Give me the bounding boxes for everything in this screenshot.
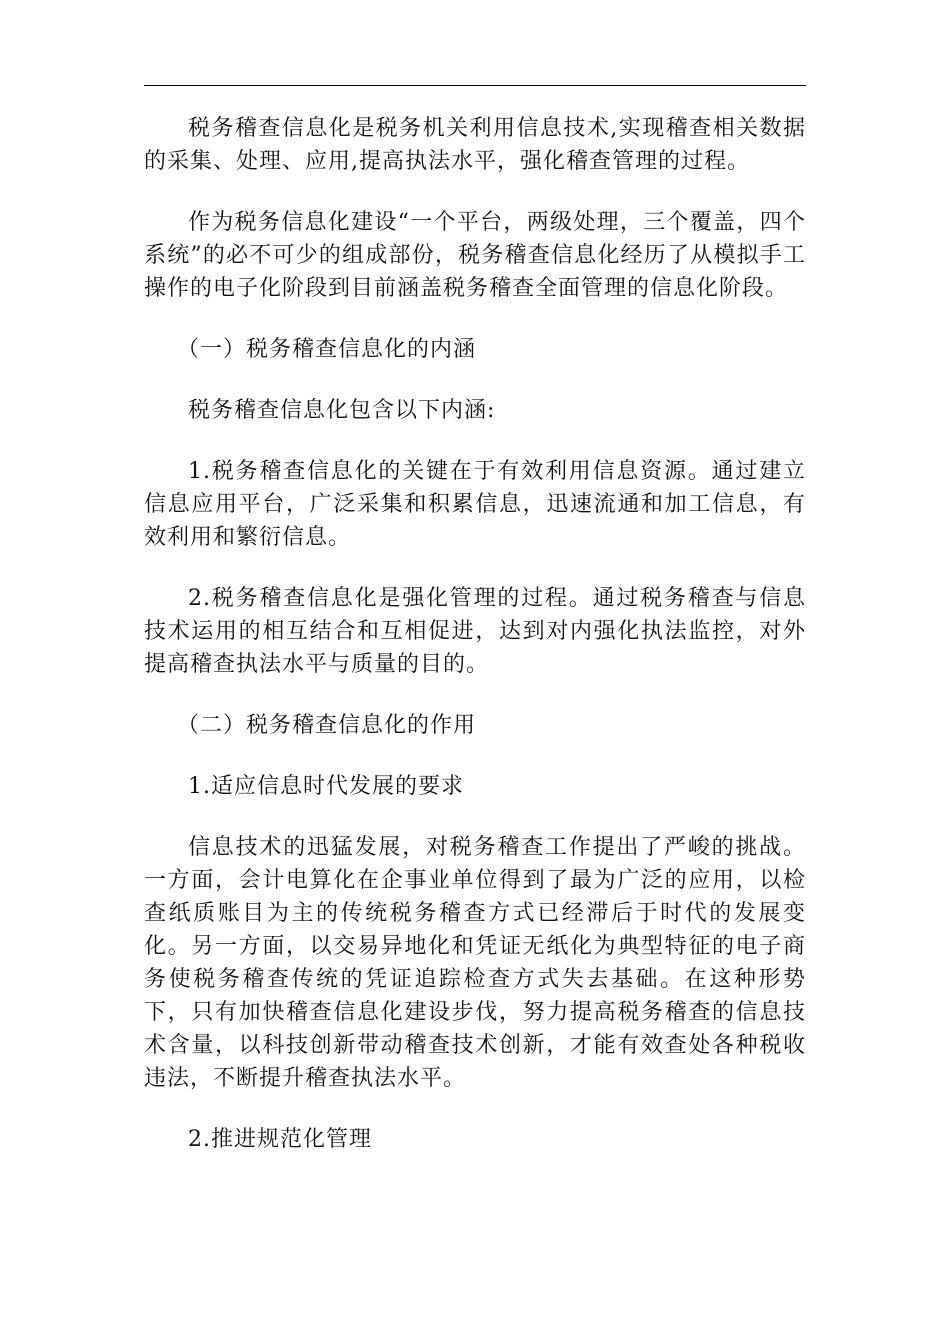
- document-body: [144, 112, 806, 1184]
- paragraph-role-1-body: 信息技术的迅猛发展，对税务稽查工作提出了严峻的挑战。一方面，会计电算化在企事业单位得到了最为广泛的应用，以检查纸质账目为主的传统税务稽查方式已经滞后于时代的发展变化。另一方面，以交易异地化和凭证无纸化为典型特征的电子商务使税务稽查传统的凭证追踪检查方式失去基础。在这种形势下，只有加快稽查信息化建设步伐，努力提高税务稽查的信息技术含量，以科技创新带动稽查技术创新，才能有效查处各种税收违法，不断提升稽查执法水平。: [144, 835, 806, 1091]
- paragraph-connotation-intro: 税务稽查信息化包含以下内涵:: [188, 398, 496, 423]
- paragraph-connotation-1: 1.税务稽查信息化的关键在于有效利用信息资源。通过建立信息应用平台，广泛采集和积累信息，迅速流通和加工信息，有效利用和繁衍信息。: [144, 459, 806, 550]
- section-heading-role: （二）税务稽查信息化的作用: [177, 713, 477, 738]
- subheading-role-1: 1.适应信息时代发展的要求: [188, 774, 464, 799]
- paragraph-connotation-2: 2.税务稽查信息化是强化管理的过程。通过税务稽查与信息技术运用的相互结合和互相促进，达到对内强化执法监控，对外提高稽查执法水平与质量的目的。: [144, 586, 806, 677]
- header-rule: [144, 85, 806, 86]
- paragraph-definition: 税务稽查信息化是税务机关利用信息技术,实现稽查相关数据的采集、处理、应用,提高执法水平，强化稽查管理的过程。: [144, 116, 806, 174]
- paragraph-history: 作为税务信息化建设“一个平台，两级处理，三个覆盖，四个系统”的必不可少的组成部份，税务稽查信息化经历了从模拟手工操作的电子化阶段到目前涵盖税务稽查全面管理的信息化阶段。: [144, 210, 806, 301]
- section-heading-connotation: （一）税务稽查信息化的内涵: [177, 337, 477, 362]
- subheading-role-2: 2.推进规范化管理: [188, 1127, 372, 1152]
